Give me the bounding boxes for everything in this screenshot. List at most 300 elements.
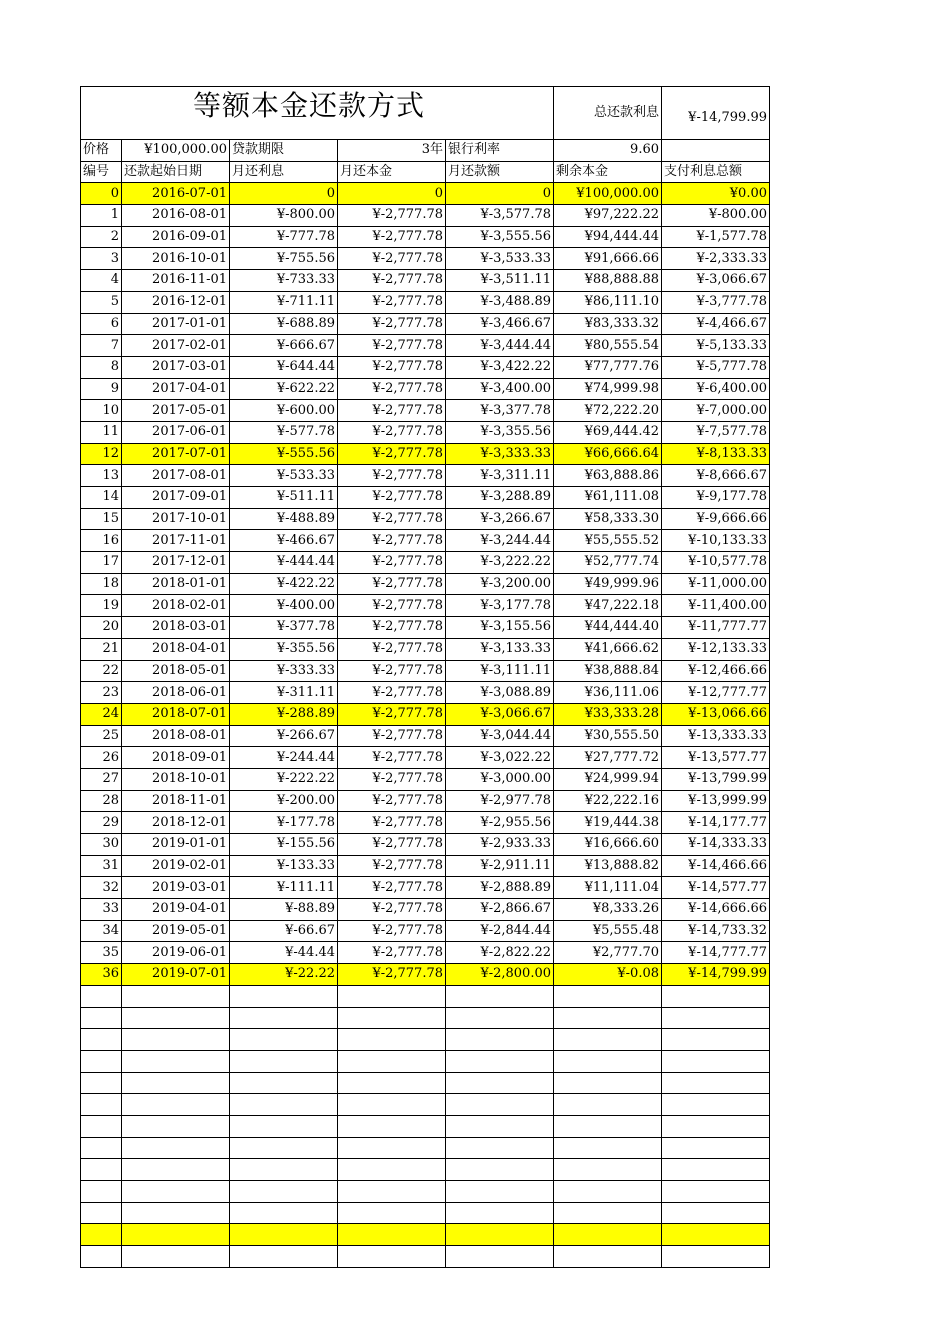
table-cell[interactable]: ¥-2,777.78 [338, 747, 446, 769]
table-cell[interactable]: ¥-2,777.78 [338, 226, 446, 248]
table-cell[interactable]: ¥-400.00 [230, 595, 338, 617]
table-cell[interactable]: ¥-3,777.78 [662, 291, 770, 313]
empty-cell[interactable] [662, 1007, 770, 1029]
table-cell[interactable]: ¥77,777.76 [554, 356, 662, 378]
table-cell[interactable]: ¥-2,866.67 [446, 899, 554, 921]
table-cell[interactable]: ¥-2,777.78 [338, 790, 446, 812]
table-cell[interactable]: ¥-66.67 [230, 920, 338, 942]
empty-cell[interactable] [122, 1224, 230, 1246]
table-cell[interactable]: 2017-10-01 [122, 508, 230, 530]
table-cell[interactable]: ¥-800.00 [662, 205, 770, 227]
table-cell[interactable]: ¥-2,777.78 [338, 443, 446, 465]
table-cell[interactable]: ¥-2,777.78 [338, 573, 446, 595]
table-cell[interactable]: ¥83,333.32 [554, 313, 662, 335]
empty-cell[interactable] [81, 1224, 122, 1246]
table-cell[interactable]: 2019-06-01 [122, 942, 230, 964]
table-cell[interactable]: 17 [81, 552, 122, 574]
table-cell[interactable]: ¥-3,488.89 [446, 291, 554, 313]
table-cell[interactable]: ¥-266.67 [230, 725, 338, 747]
empty-cell[interactable] [554, 1246, 662, 1268]
empty-cell[interactable] [446, 1094, 554, 1116]
table-cell[interactable]: ¥-2,777.78 [338, 595, 446, 617]
table-cell[interactable]: ¥-2,777.78 [338, 248, 446, 270]
empty-cell[interactable] [230, 1072, 338, 1094]
table-cell[interactable]: 2018-07-01 [122, 703, 230, 725]
table-cell[interactable]: 2018-01-01 [122, 573, 230, 595]
empty-cell[interactable] [81, 1029, 122, 1051]
table-cell[interactable]: 2018-09-01 [122, 747, 230, 769]
table-cell[interactable]: ¥-466.67 [230, 530, 338, 552]
table-cell[interactable]: ¥38,888.84 [554, 660, 662, 682]
table-cell[interactable]: ¥69,444.42 [554, 421, 662, 443]
table-cell[interactable]: 25 [81, 725, 122, 747]
column-header[interactable]: 月还本金 [338, 161, 446, 183]
table-cell[interactable]: 15 [81, 508, 122, 530]
table-cell[interactable]: ¥-2,777.78 [338, 899, 446, 921]
table-cell[interactable]: 2016-12-01 [122, 291, 230, 313]
empty-cell[interactable] [338, 1181, 446, 1203]
table-cell[interactable]: ¥-2,777.78 [338, 530, 446, 552]
table-cell[interactable]: 18 [81, 573, 122, 595]
table-cell[interactable]: 1 [81, 205, 122, 227]
table-cell[interactable]: 30 [81, 834, 122, 856]
table-cell[interactable]: 2017-04-01 [122, 378, 230, 400]
table-cell[interactable]: ¥-8,666.67 [662, 465, 770, 487]
table-cell[interactable]: ¥-2,333.33 [662, 248, 770, 270]
table-cell[interactable]: ¥-3,555.56 [446, 226, 554, 248]
table-cell[interactable]: 2 [81, 226, 122, 248]
empty-cell[interactable] [662, 1224, 770, 1246]
table-cell[interactable]: ¥-3,111.11 [446, 660, 554, 682]
empty-cell[interactable] [446, 1072, 554, 1094]
table-cell[interactable]: ¥-13,999.99 [662, 790, 770, 812]
table-cell[interactable]: ¥8,333.26 [554, 899, 662, 921]
title-cell[interactable] [81, 87, 554, 140]
term-value[interactable]: 3年 [338, 140, 446, 162]
table-cell[interactable]: ¥-333.33 [230, 660, 338, 682]
empty-cell[interactable] [122, 1137, 230, 1159]
table-cell[interactable]: ¥-2,800.00 [446, 964, 554, 986]
table-cell[interactable]: ¥-2,822.22 [446, 942, 554, 964]
empty-cell[interactable] [446, 1159, 554, 1181]
table-cell[interactable]: ¥-13,799.99 [662, 768, 770, 790]
empty-cell[interactable] [554, 1181, 662, 1203]
table-cell[interactable]: ¥-733.33 [230, 270, 338, 292]
table-cell[interactable]: ¥-2,777.78 [338, 270, 446, 292]
empty-cell[interactable] [230, 1181, 338, 1203]
table-cell[interactable]: ¥-0.08 [554, 964, 662, 986]
table-cell[interactable]: 12 [81, 443, 122, 465]
empty-cell[interactable] [338, 1246, 446, 1268]
table-cell[interactable]: ¥-2,777.78 [338, 291, 446, 313]
empty-cell[interactable] [338, 1202, 446, 1224]
table-cell[interactable]: ¥-8,133.33 [662, 443, 770, 465]
empty-cell[interactable] [662, 140, 770, 162]
table-cell[interactable]: ¥-2,777.78 [338, 920, 446, 942]
table-cell[interactable]: ¥-311.11 [230, 682, 338, 704]
table-cell[interactable]: ¥-14,177.77 [662, 812, 770, 834]
empty-cell[interactable] [446, 1202, 554, 1224]
empty-cell[interactable] [122, 1094, 230, 1116]
empty-cell[interactable] [338, 1072, 446, 1094]
table-cell[interactable]: 2017-06-01 [122, 421, 230, 443]
empty-cell[interactable] [446, 1224, 554, 1246]
table-cell[interactable]: 0 [338, 183, 446, 205]
empty-cell[interactable] [230, 1007, 338, 1029]
empty-cell[interactable] [662, 985, 770, 1007]
table-cell[interactable]: 2016-09-01 [122, 226, 230, 248]
table-cell[interactable]: 36 [81, 964, 122, 986]
table-cell[interactable]: ¥-3,266.67 [446, 508, 554, 530]
table-cell[interactable]: ¥-3,400.00 [446, 378, 554, 400]
table-cell[interactable]: ¥-14,333.33 [662, 834, 770, 856]
table-cell[interactable]: ¥-14,577.77 [662, 877, 770, 899]
table-cell[interactable]: 2017-02-01 [122, 335, 230, 357]
total-interest-label[interactable]: 总还款利息 [554, 87, 662, 140]
table-cell[interactable]: ¥-2,844.44 [446, 920, 554, 942]
table-cell[interactable]: ¥91,666.66 [554, 248, 662, 270]
table-cell[interactable]: ¥-13,066.66 [662, 703, 770, 725]
table-cell[interactable]: ¥-13,577.77 [662, 747, 770, 769]
empty-cell[interactable] [81, 1202, 122, 1224]
table-cell[interactable]: ¥16,666.60 [554, 834, 662, 856]
table-cell[interactable]: ¥-2,777.78 [338, 508, 446, 530]
rate-label[interactable]: 银行利率 [446, 140, 554, 162]
empty-cell[interactable] [230, 1246, 338, 1268]
table-cell[interactable]: ¥-111.11 [230, 877, 338, 899]
table-cell[interactable]: 22 [81, 660, 122, 682]
table-cell[interactable]: ¥-511.11 [230, 487, 338, 509]
table-cell[interactable]: 34 [81, 920, 122, 942]
empty-cell[interactable] [662, 1137, 770, 1159]
table-cell[interactable]: ¥-3,022.22 [446, 747, 554, 769]
table-cell[interactable]: 2018-12-01 [122, 812, 230, 834]
table-cell[interactable]: 2017-12-01 [122, 552, 230, 574]
table-cell[interactable]: ¥-666.67 [230, 335, 338, 357]
empty-cell[interactable] [554, 1159, 662, 1181]
table-cell[interactable]: ¥-22.22 [230, 964, 338, 986]
table-cell[interactable]: ¥-3,044.44 [446, 725, 554, 747]
table-cell[interactable]: ¥-3,444.44 [446, 335, 554, 357]
empty-cell[interactable] [122, 985, 230, 1007]
table-cell[interactable]: 31 [81, 855, 122, 877]
table-cell[interactable]: ¥100,000.00 [554, 183, 662, 205]
table-cell[interactable]: ¥-2,777.78 [338, 205, 446, 227]
table-cell[interactable]: ¥27,777.72 [554, 747, 662, 769]
table-cell[interactable]: ¥-2,777.78 [338, 768, 446, 790]
table-cell[interactable]: ¥-12,133.33 [662, 638, 770, 660]
table-cell[interactable]: 2018-10-01 [122, 768, 230, 790]
table-cell[interactable]: ¥-2,777.78 [338, 421, 446, 443]
empty-cell[interactable] [554, 1050, 662, 1072]
empty-cell[interactable] [230, 1029, 338, 1051]
table-cell[interactable]: ¥-622.22 [230, 378, 338, 400]
empty-cell[interactable] [122, 1072, 230, 1094]
table-cell[interactable]: ¥36,111.06 [554, 682, 662, 704]
table-cell[interactable]: ¥-688.89 [230, 313, 338, 335]
table-cell[interactable]: 2019-02-01 [122, 855, 230, 877]
empty-cell[interactable] [446, 1050, 554, 1072]
empty-cell[interactable] [662, 1115, 770, 1137]
table-cell[interactable]: ¥-3,577.78 [446, 205, 554, 227]
table-cell[interactable]: ¥-12,466.66 [662, 660, 770, 682]
table-cell[interactable]: ¥-3,133.33 [446, 638, 554, 660]
table-cell[interactable]: ¥52,777.74 [554, 552, 662, 574]
table-cell[interactable]: ¥-14,799.99 [662, 964, 770, 986]
table-cell[interactable]: 2017-11-01 [122, 530, 230, 552]
table-cell[interactable]: ¥-13,333.33 [662, 725, 770, 747]
table-cell[interactable]: 2018-08-01 [122, 725, 230, 747]
table-cell[interactable]: ¥-777.78 [230, 226, 338, 248]
table-cell[interactable]: 20 [81, 617, 122, 639]
table-cell[interactable]: ¥24,999.94 [554, 768, 662, 790]
table-cell[interactable]: ¥-9,666.66 [662, 508, 770, 530]
table-cell[interactable]: ¥-3,088.89 [446, 682, 554, 704]
table-cell[interactable]: ¥-11,400.00 [662, 595, 770, 617]
empty-cell[interactable] [81, 1050, 122, 1072]
table-cell[interactable]: 10 [81, 400, 122, 422]
table-cell[interactable]: 2016-07-01 [122, 183, 230, 205]
empty-cell[interactable] [122, 1159, 230, 1181]
empty-cell[interactable] [122, 1181, 230, 1203]
table-cell[interactable]: 2018-03-01 [122, 617, 230, 639]
empty-cell[interactable] [338, 1029, 446, 1051]
empty-cell[interactable] [81, 1246, 122, 1268]
table-cell[interactable]: ¥-2,777.78 [338, 335, 446, 357]
column-header[interactable]: 编号 [81, 161, 122, 183]
table-cell[interactable]: 2019-03-01 [122, 877, 230, 899]
table-cell[interactable]: 6 [81, 313, 122, 335]
table-cell[interactable]: ¥-2,777.78 [338, 617, 446, 639]
empty-cell[interactable] [338, 1050, 446, 1072]
table-cell[interactable]: ¥19,444.38 [554, 812, 662, 834]
table-cell[interactable]: 0 [230, 183, 338, 205]
empty-cell[interactable] [338, 1137, 446, 1159]
table-cell[interactable]: 2016-11-01 [122, 270, 230, 292]
table-cell[interactable]: ¥-2,955.56 [446, 812, 554, 834]
empty-cell[interactable] [662, 1202, 770, 1224]
column-header[interactable]: 月还款额 [446, 161, 554, 183]
empty-cell[interactable] [554, 1094, 662, 1116]
table-cell[interactable]: ¥-2,777.78 [338, 638, 446, 660]
table-cell[interactable]: 14 [81, 487, 122, 509]
table-cell[interactable]: ¥-533.33 [230, 465, 338, 487]
term-label[interactable]: 贷款期限 [230, 140, 338, 162]
table-cell[interactable]: ¥-244.44 [230, 747, 338, 769]
table-cell[interactable]: ¥2,777.70 [554, 942, 662, 964]
table-cell[interactable]: 11 [81, 421, 122, 443]
table-cell[interactable]: ¥-3,000.00 [446, 768, 554, 790]
table-cell[interactable]: ¥33,333.28 [554, 703, 662, 725]
table-cell[interactable]: ¥-6,400.00 [662, 378, 770, 400]
table-cell[interactable]: 26 [81, 747, 122, 769]
table-cell[interactable]: 2016-10-01 [122, 248, 230, 270]
table-cell[interactable]: 4 [81, 270, 122, 292]
table-cell[interactable]: ¥-11,777.77 [662, 617, 770, 639]
table-cell[interactable]: 2017-08-01 [122, 465, 230, 487]
empty-cell[interactable] [554, 1115, 662, 1137]
table-cell[interactable]: ¥-88.89 [230, 899, 338, 921]
empty-cell[interactable] [662, 1050, 770, 1072]
table-cell[interactable]: ¥-288.89 [230, 703, 338, 725]
empty-cell[interactable] [446, 1007, 554, 1029]
table-cell[interactable]: ¥-3,311.11 [446, 465, 554, 487]
table-cell[interactable]: ¥-711.11 [230, 291, 338, 313]
table-cell[interactable]: 16 [81, 530, 122, 552]
table-cell[interactable]: 2019-04-01 [122, 899, 230, 921]
table-cell[interactable]: ¥-2,777.78 [338, 877, 446, 899]
table-cell[interactable]: ¥-14,733.32 [662, 920, 770, 942]
empty-cell[interactable] [230, 1137, 338, 1159]
table-cell[interactable]: ¥-377.78 [230, 617, 338, 639]
empty-cell[interactable] [338, 1094, 446, 1116]
table-cell[interactable]: ¥-3,177.78 [446, 595, 554, 617]
table-cell[interactable]: ¥-422.22 [230, 573, 338, 595]
table-cell[interactable]: 2017-05-01 [122, 400, 230, 422]
table-cell[interactable]: ¥49,999.96 [554, 573, 662, 595]
empty-cell[interactable] [338, 985, 446, 1007]
table-cell[interactable]: ¥-10,577.78 [662, 552, 770, 574]
empty-cell[interactable] [554, 985, 662, 1007]
table-cell[interactable]: ¥-11,000.00 [662, 573, 770, 595]
table-cell[interactable]: ¥-14,777.77 [662, 942, 770, 964]
table-cell[interactable]: 2017-07-01 [122, 443, 230, 465]
table-cell[interactable]: ¥-7,577.78 [662, 421, 770, 443]
table-cell[interactable]: 2019-05-01 [122, 920, 230, 942]
empty-cell[interactable] [554, 1029, 662, 1051]
empty-cell[interactable] [230, 1094, 338, 1116]
table-cell[interactable]: 35 [81, 942, 122, 964]
table-cell[interactable]: ¥-9,177.78 [662, 487, 770, 509]
empty-cell[interactable] [338, 1115, 446, 1137]
table-cell[interactable]: 2017-09-01 [122, 487, 230, 509]
table-cell[interactable]: ¥-2,777.78 [338, 855, 446, 877]
table-cell[interactable]: ¥-200.00 [230, 790, 338, 812]
empty-cell[interactable] [81, 985, 122, 1007]
table-cell[interactable]: ¥-2,777.78 [338, 465, 446, 487]
table-cell[interactable]: ¥-3,244.44 [446, 530, 554, 552]
table-cell[interactable]: ¥-2,777.78 [338, 378, 446, 400]
table-cell[interactable]: ¥-2,911.11 [446, 855, 554, 877]
empty-cell[interactable] [338, 1159, 446, 1181]
table-cell[interactable]: ¥-2,777.78 [338, 834, 446, 856]
table-cell[interactable]: 2017-01-01 [122, 313, 230, 335]
table-cell[interactable]: ¥-2,777.78 [338, 660, 446, 682]
rate-value[interactable]: 9.60 [554, 140, 662, 162]
table-cell[interactable]: 2019-01-01 [122, 834, 230, 856]
table-cell[interactable]: ¥-2,888.89 [446, 877, 554, 899]
table-cell[interactable]: ¥-2,933.33 [446, 834, 554, 856]
table-cell[interactable]: ¥-2,777.78 [338, 313, 446, 335]
table-cell[interactable]: ¥80,555.54 [554, 335, 662, 357]
table-cell[interactable]: ¥-3,222.22 [446, 552, 554, 574]
table-cell[interactable]: 0 [81, 183, 122, 205]
empty-cell[interactable] [338, 1007, 446, 1029]
empty-cell[interactable] [122, 1007, 230, 1029]
empty-cell[interactable] [81, 1181, 122, 1203]
price-label[interactable]: 价格 [81, 140, 122, 162]
table-cell[interactable]: ¥-644.44 [230, 356, 338, 378]
empty-cell[interactable] [662, 1072, 770, 1094]
table-cell[interactable]: ¥13,888.82 [554, 855, 662, 877]
empty-cell[interactable] [122, 1029, 230, 1051]
table-cell[interactable]: ¥-1,577.78 [662, 226, 770, 248]
table-cell[interactable]: ¥41,666.62 [554, 638, 662, 660]
table-cell[interactable]: ¥22,222.16 [554, 790, 662, 812]
table-cell[interactable]: ¥-2,777.78 [338, 487, 446, 509]
table-cell[interactable]: ¥-3,355.56 [446, 421, 554, 443]
table-cell[interactable]: ¥30,555.50 [554, 725, 662, 747]
table-cell[interactable]: 29 [81, 812, 122, 834]
table-cell[interactable]: ¥72,222.20 [554, 400, 662, 422]
table-cell[interactable]: ¥5,555.48 [554, 920, 662, 942]
table-cell[interactable]: ¥-4,466.67 [662, 313, 770, 335]
table-cell[interactable]: ¥63,888.86 [554, 465, 662, 487]
table-cell[interactable]: ¥-555.56 [230, 443, 338, 465]
table-cell[interactable]: 21 [81, 638, 122, 660]
empty-cell[interactable] [81, 1007, 122, 1029]
table-cell[interactable]: ¥-2,977.78 [446, 790, 554, 812]
empty-cell[interactable] [554, 1072, 662, 1094]
column-header[interactable]: 月还利息 [230, 161, 338, 183]
empty-cell[interactable] [230, 1050, 338, 1072]
table-cell[interactable]: 8 [81, 356, 122, 378]
empty-cell[interactable] [230, 1159, 338, 1181]
table-cell[interactable]: ¥-177.78 [230, 812, 338, 834]
table-cell[interactable]: 2018-04-01 [122, 638, 230, 660]
table-cell[interactable]: ¥0.00 [662, 183, 770, 205]
empty-cell[interactable] [554, 1224, 662, 1246]
table-cell[interactable]: 2018-06-01 [122, 682, 230, 704]
table-cell[interactable]: 2016-08-01 [122, 205, 230, 227]
empty-cell[interactable] [122, 1050, 230, 1072]
table-cell[interactable]: 2018-05-01 [122, 660, 230, 682]
table-cell[interactable]: ¥-2,777.78 [338, 356, 446, 378]
empty-cell[interactable] [122, 1202, 230, 1224]
table-cell[interactable]: ¥-5,133.33 [662, 335, 770, 357]
table-cell[interactable]: 2018-02-01 [122, 595, 230, 617]
table-cell[interactable]: ¥-488.89 [230, 508, 338, 530]
table-cell[interactable]: ¥-2,777.78 [338, 703, 446, 725]
table-cell[interactable]: 5 [81, 291, 122, 313]
empty-cell[interactable] [230, 1224, 338, 1246]
table-cell[interactable]: ¥-5,777.78 [662, 356, 770, 378]
table-cell[interactable]: ¥-2,777.78 [338, 725, 446, 747]
column-header[interactable]: 剩余本金 [554, 161, 662, 183]
price-value[interactable]: ¥100,000.00 [122, 140, 230, 162]
table-cell[interactable]: ¥11,111.04 [554, 877, 662, 899]
table-cell[interactable]: ¥-444.44 [230, 552, 338, 574]
table-cell[interactable]: ¥55,555.52 [554, 530, 662, 552]
table-cell[interactable]: ¥-2,777.78 [338, 812, 446, 834]
table-cell[interactable]: 28 [81, 790, 122, 812]
table-cell[interactable]: 9 [81, 378, 122, 400]
table-cell[interactable]: ¥-14,666.66 [662, 899, 770, 921]
table-cell[interactable]: 24 [81, 703, 122, 725]
table-cell[interactable]: ¥-3,466.67 [446, 313, 554, 335]
table-cell[interactable]: ¥-155.56 [230, 834, 338, 856]
empty-cell[interactable] [446, 1137, 554, 1159]
table-cell[interactable]: ¥-2,777.78 [338, 400, 446, 422]
table-cell[interactable]: 27 [81, 768, 122, 790]
table-cell[interactable]: 2017-03-01 [122, 356, 230, 378]
table-cell[interactable]: 2018-11-01 [122, 790, 230, 812]
empty-cell[interactable] [662, 1094, 770, 1116]
column-header[interactable]: 还款起始日期 [122, 161, 230, 183]
table-cell[interactable]: 2019-07-01 [122, 964, 230, 986]
table-cell[interactable]: ¥47,222.18 [554, 595, 662, 617]
empty-cell[interactable] [446, 1246, 554, 1268]
